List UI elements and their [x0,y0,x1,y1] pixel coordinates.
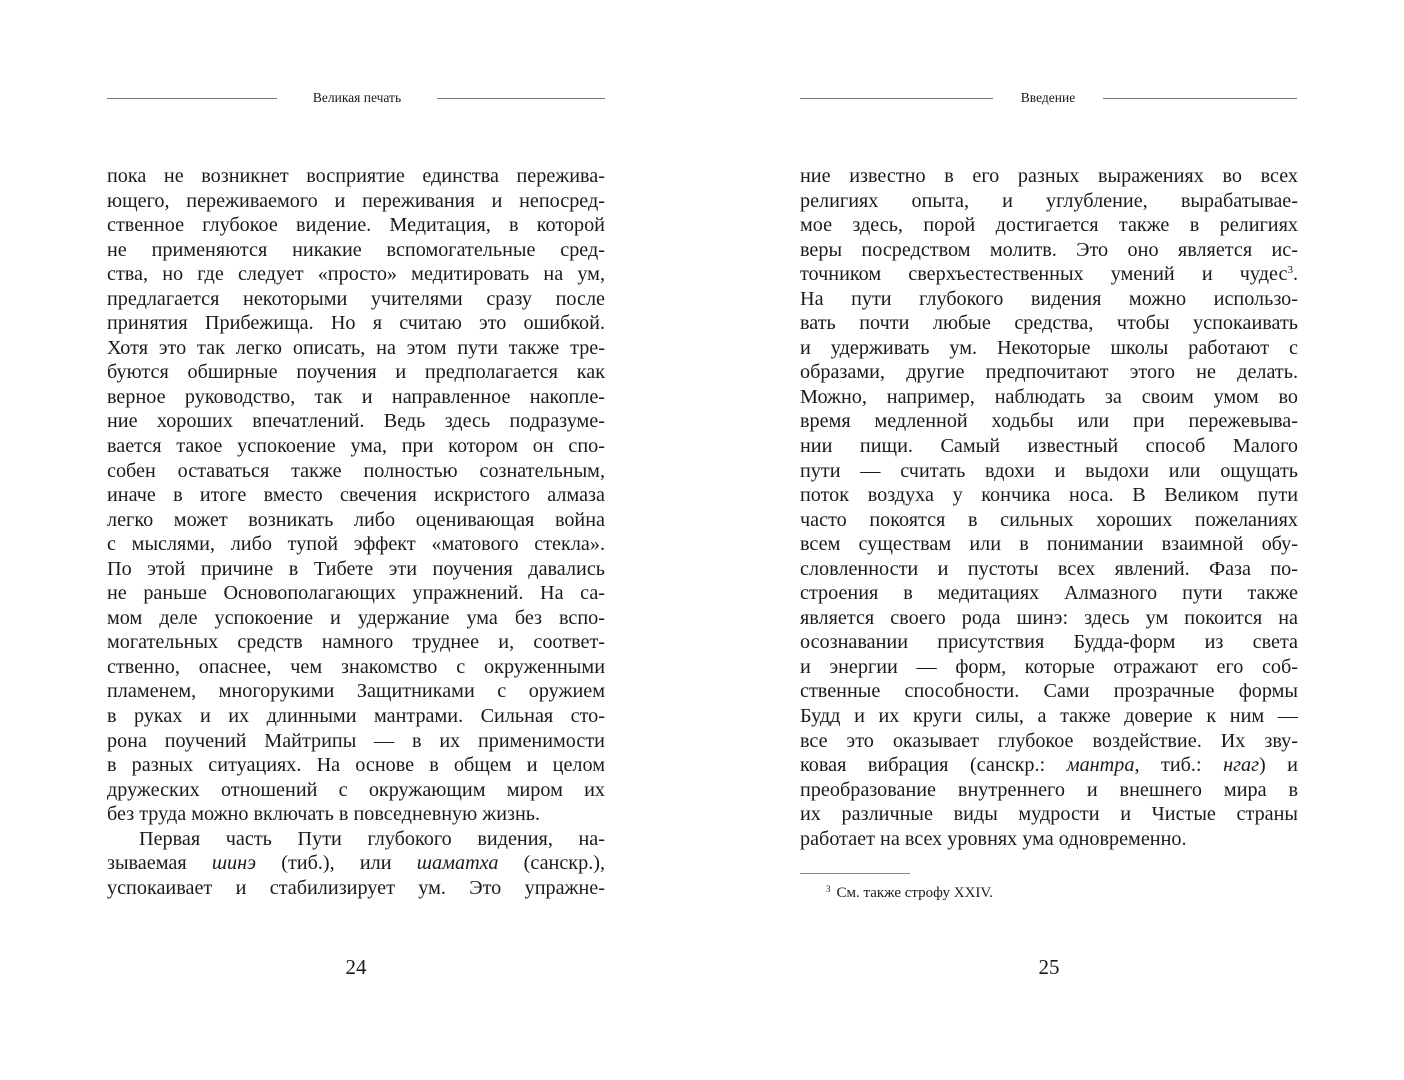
text-line: ства, но где следует «просто» медитировать на ум, [107,263,605,286]
text-line: ственные способности. Сами прозрачные формы [800,680,1298,703]
text-line: буются обширные поучения и предполагается как [107,361,605,384]
text-line: не раньше Основополагающих упражнений. На са- [107,582,605,605]
text-line: ние известно в его разных выражениях во всех [800,165,1298,187]
text-line: в разных ситуациях. На основе в общем и целом [107,754,605,777]
text-line: предлагается некоторыми учителями сразу после [107,287,605,310]
text-line: нии пищи. Самый известный способ Малого [800,435,1298,458]
text-line: и удерживать ум. Некоторые школы работают с [800,336,1298,359]
text-segment: (тиб.), или [256,852,417,875]
text-line: в руках и их длинными мантрами. Сильная сто- [107,705,605,728]
running-head: Великая печать [312,90,402,105]
text-segment: зываемая [107,852,212,875]
text-line: вается такое успокоение ума, при котором он спо- [107,435,605,458]
page-body-text [107,164,605,900]
text-line: собен оставаться также полностью сознательным, [107,459,605,482]
text-line: дружеских отношений с окружающим миром их [107,778,605,801]
footnote-marker: 3 [826,884,831,894]
page-body-text [800,164,1298,851]
text-line: веры посредством молитв. Это оно является ис- [800,238,1298,261]
header-rule [437,98,605,99]
footnote-text: См. также строфу XXIV. [836,885,994,901]
text-line: время медленной ходьбы или при пережевыва- [800,410,1298,433]
text-segment: . [1292,263,1298,286]
footnote [826,879,993,903]
text-line: верное руководство, так и направленное накопле- [107,385,605,408]
text-line: не применяются никакие вспомогательные сред- [107,238,605,261]
text-line: иначе в итоге вместо свечения искристого алмаза [107,484,605,507]
text-line: словленности и пустоты всех явлений. Фаза по- [800,557,1298,580]
text-segment: ковая вибрация (санскр.: [800,754,1067,777]
header-rule [1103,98,1297,99]
text-line: могательных средств намного труднее и, соответ- [107,631,605,654]
header-rule [800,98,993,99]
text-line: поток воздуха у кончика носа. В Великом пути [800,484,1298,507]
text-line: все это оказывает глубокое воздействие. Их зву- [800,729,1298,752]
text-line: без труда можно включать в повседневную жизнь. [107,803,541,826]
text-line: рона поучений Майтрипы — в их применимости [107,729,605,752]
italic-term: нгаг [1223,754,1259,777]
text-line: По этой причине в Тибете эти поучения давались [107,557,605,580]
text-line: пламенем, многорукими Защитниками с оружием [107,680,605,703]
text-segment: , тиб.: [1134,754,1224,777]
italic-term: шинэ [211,852,257,875]
right-page [702,0,1404,1080]
running-head: Введение [1020,90,1076,105]
text-line: и энергии — форм, которые отражают его соб- [800,655,1298,678]
text-line: образами, другие предпочитают этого не делать. [800,361,1298,384]
text-segment: ) и [1258,754,1298,777]
text-line: их различные виды мудрости и Чистые страны [800,803,1298,826]
page-number: 24 [345,955,367,979]
text-line: успокаивает и стабилизирует ум. Это упражне- [107,876,605,899]
text-line [800,753,1298,778]
text-line: мом деле успокоение и удержание ума без вспо- [107,606,605,629]
page-number: 25 [1038,955,1060,979]
text-line: мое здесь, порой достигается также в религиях [800,214,1298,237]
header-rule [107,98,277,99]
text-line: ние хороших впечатлений. Ведь здесь подразуме- [107,410,605,433]
text-segment: (санскр.), [498,852,606,875]
text-line: легко может возникать либо оценивающая война [107,508,605,531]
text-line: преобразование внутреннего и внешнего мира в [800,778,1298,801]
text-line: ющего, переживаемого и переживания и непосред- [107,189,605,212]
text-line: На пути глубокого видения можно использо- [800,287,1298,310]
text-line: пока не возникнет восприятие единства пережива- [107,165,605,187]
text-line: Можно, например, наблюдать за своим умом во [800,385,1298,408]
text-line: с мыслями, либо тупой эффект «матового стекла». [107,533,605,556]
text-line: принятия Прибежища. Но я считаю это ошибкой. [107,312,605,335]
text-line: часто покоятся в сильных хороших пожеланиях [800,508,1298,531]
text-line: Первая часть Пути глубокого видения, на- [139,827,605,850]
text-line: является своего рода шинэ: здесь ум покоится на [800,606,1298,629]
text-line: всем существам или в понимании взаимной обу- [800,533,1298,556]
text-segment: точником сверхъестественных умений и чудес [800,263,1288,286]
text-line: вать почти любые средства, чтобы успокаивать [800,312,1298,335]
footnote-rule [800,873,910,874]
text-line: религиях опыта, и углубление, вырабатывае- [800,189,1298,212]
italic-term: мантра [1066,754,1135,777]
footnote-reference: 3 [1287,264,1293,277]
text-line: Хотя это так легко описать, на этом пути также тре- [107,336,605,359]
text-line: Будд и их круги силы, а также доверие к ним — [800,705,1298,728]
text-line: строения в медитациях Алмазного пути также [800,582,1298,605]
text-line: работает на всех уровнях ума одновременно. [800,827,1187,850]
text-line [800,262,1298,287]
italic-term: шаматха [416,852,499,875]
text-line [107,851,605,876]
text-line: осознавании присутствия Будда-форм из света [800,631,1298,654]
text-line: ственное глубокое видение. Медитация, в которой [107,214,605,237]
text-line: пути — считать вдохи и выдохи или ощущать [800,459,1298,482]
text-line: ственно, опаснее, чем знакомство с окруженными [107,655,605,678]
